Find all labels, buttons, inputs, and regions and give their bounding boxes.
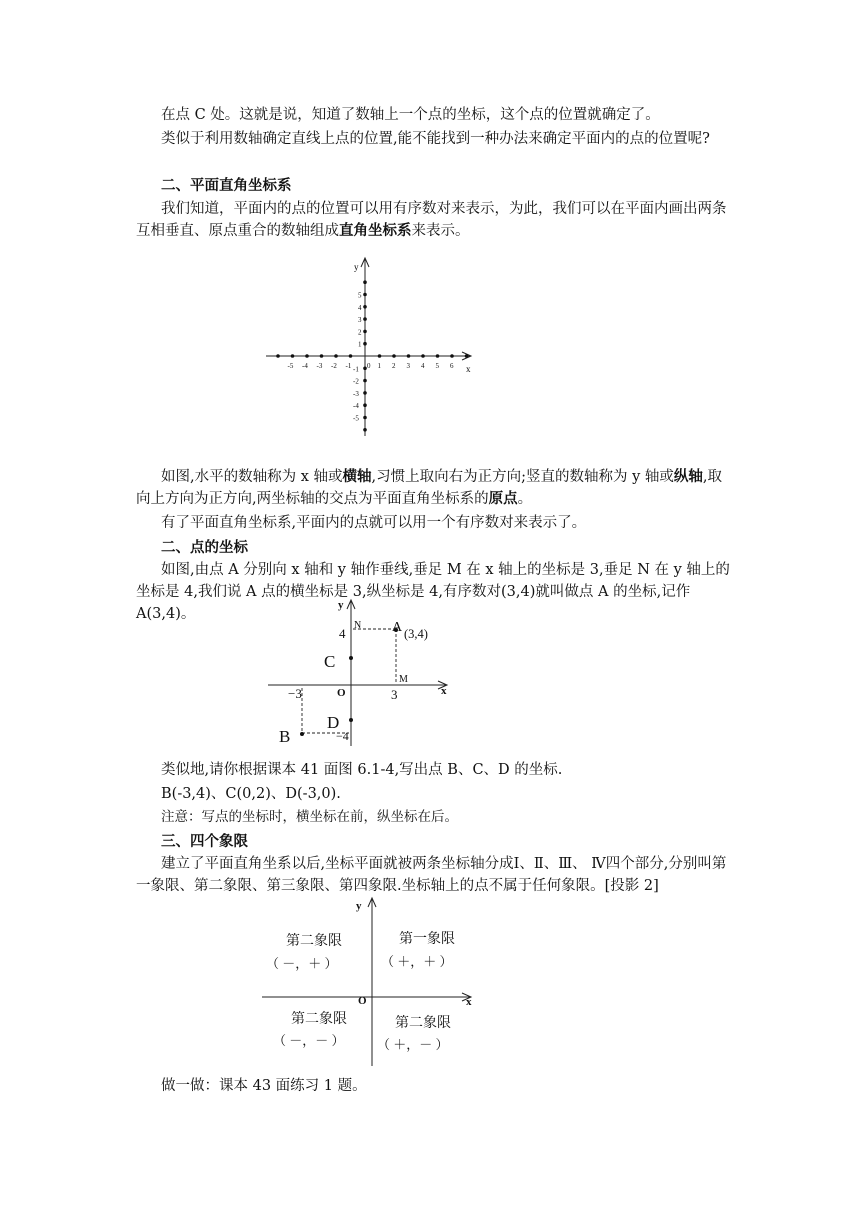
quadrant-top-left-name: 第二象限: [286, 934, 342, 949]
paragraph-question: [136, 128, 736, 150]
paragraph-text: 有了平面直角坐标系,平面内的点就可以用一个有序数对来表示了。: [161, 515, 587, 531]
x-axis-dot: [392, 354, 396, 358]
y-axis-dot: [363, 391, 367, 395]
paragraph-text: B(-3,4)、C(0,2)、D(-3,0).: [161, 786, 341, 802]
paragraph-text: ,习惯上取向右为正方向;竖直的数轴称为 y 轴或: [371, 469, 674, 485]
label-a-coordinates: (3,4): [404, 627, 428, 641]
y-axis-dot: [363, 305, 367, 309]
y-tick-label: -5: [353, 414, 359, 423]
x-axis-dot: [436, 354, 440, 358]
tick-y-neg4: −4: [336, 729, 349, 743]
y-tick-label: 3: [358, 316, 362, 325]
x-axis-dot: [320, 354, 324, 358]
figure-coordinate-axes: [262, 252, 482, 442]
paragraph-text: 类似于利用数轴确定直线上点的位置,能不能找到一种办法来确定平面内的点的位置呢?: [161, 131, 710, 147]
y-axis-dot: [363, 280, 367, 284]
paragraph-text: ,取向上方向为正方向,两坐标轴的交点为平面直角坐标系的: [136, 469, 723, 507]
origin-label: 0: [367, 362, 371, 370]
figure-point-coordinates: [262, 596, 462, 748]
label-d: D: [327, 713, 340, 732]
x-axis-dot: [305, 354, 309, 358]
paragraph-axis-names: [136, 466, 736, 510]
x-tick-label: 6: [450, 362, 454, 370]
x-tick-label: -4: [302, 362, 308, 370]
paragraph-text: 做一做：课本 43 面练习 1 题。: [161, 1078, 367, 1094]
paragraph-quadrants: [136, 853, 736, 897]
x-axis-dot: [378, 354, 382, 358]
x-axis-dot: [334, 354, 338, 358]
paragraph-point-c: [136, 104, 736, 126]
y-axis-label: y: [338, 599, 344, 611]
term-cartesian-system: 直角坐标系: [339, 222, 412, 239]
x-tick-label: -5: [287, 362, 294, 370]
x-axis-label: x: [466, 996, 472, 1008]
y-tick-label: -4: [353, 402, 359, 411]
x-axis-label: x: [441, 685, 447, 697]
x-axis-dot: [421, 354, 425, 358]
paragraph-practice: [136, 1075, 736, 1097]
origin-label: O: [358, 995, 367, 1007]
quadrant-bottom-right-sign: （ ＋，－ ）: [377, 1037, 449, 1052]
quadrant-top-right-sign: （ ＋，＋ ）: [381, 954, 453, 969]
quadrant-bottom-left-name: 第二象限: [291, 1012, 347, 1027]
paragraph-text: 在点 C 处。这就是说，知道了数轴上一个点的坐标，这个点的位置就确定了。: [161, 107, 660, 123]
paragraph-note: [136, 806, 736, 828]
y-axis-label: y: [354, 262, 359, 272]
y-axis-dot: [363, 293, 367, 297]
term-vertical-axis: 纵轴: [673, 468, 703, 485]
heading-point-coordinates: 二、点的坐标: [161, 540, 248, 556]
quadrant-bottom-left-sign: （ －，－ ）: [273, 1033, 345, 1048]
tick-x-3: 3: [391, 687, 398, 702]
x-tick-label: -1: [345, 362, 352, 370]
y-tick-label: 2: [358, 328, 362, 337]
y-axis-dot: [363, 317, 367, 321]
term-origin: 原点: [488, 490, 518, 507]
y-axis-dot: [363, 379, 367, 383]
x-axis-dot: [349, 354, 353, 358]
y-axis-label: y: [356, 900, 362, 912]
y-axis-dot: [363, 416, 367, 420]
paragraph-ordered-pair: [136, 512, 736, 534]
y-axis-dot: [363, 428, 367, 432]
heading-coordinate-system: 二、平面直角坐标系: [161, 178, 292, 194]
quadrant-top-left-sign: （ －，＋ ）: [266, 956, 338, 971]
paragraph-text: 类似地,请你根据课本 41 面图 6.1-4,写出点 B、C、D 的坐标.: [161, 762, 563, 778]
term-horizontal-axis: 横轴: [342, 468, 372, 485]
quadrant-top-right-name: 第一象限: [399, 932, 455, 947]
paragraph-text: 如图,由点 A 分别向 x 轴和 y 轴作垂线,垂足 M 在 x 轴上的坐标是 3,垂足 N 在 y 轴上的坐标是 4,我们说 A 点的横坐标是 3,纵坐标是 4,有序数对(3,4)就叫做点 A 的坐标,记作 A(3,4)。: [136, 562, 730, 622]
paragraph-coordinate-intro: [136, 198, 736, 242]
y-tick-label: 5: [358, 291, 362, 300]
label-m: M: [399, 674, 408, 685]
x-axis-dot: [276, 354, 280, 358]
tick-x-neg3: −3: [288, 686, 302, 701]
paragraph-answer-bcd: [136, 783, 736, 805]
point-c: [349, 656, 353, 660]
heading-four-quadrants: 三、四个象限: [161, 834, 248, 850]
y-axis-dot: [363, 403, 367, 407]
paragraph-text: 建立了平面直角坐系以后,坐标平面就被两条坐标轴分成Ⅰ、Ⅱ、Ⅲ、 Ⅳ四个部分,分别叫第一象限、第二象限、第三象限、第四象限.坐标轴上的点不属于任何象限。[投影 2]: [136, 856, 727, 894]
paragraph-text: 我们知道，平面内的点的位置可以用有序数对来表示，为此，我们可以在平面内画出两条互相垂直、原点重合的数轴组成: [136, 201, 727, 239]
x-axis-dot: [291, 354, 295, 358]
x-axis-label: x: [466, 364, 471, 374]
x-tick-label: -2: [331, 362, 337, 370]
label-c: C: [324, 652, 336, 671]
x-tick-label: 1: [377, 362, 381, 370]
paragraph-text: 来表示。: [411, 223, 470, 239]
y-tick-label: -3: [353, 389, 359, 398]
y-tick-label: -1: [353, 365, 359, 374]
paragraph-text: 如图,水平的数轴称为 x 轴或: [161, 469, 343, 485]
figure-quadrants: [262, 892, 484, 1070]
paragraph-text: 注意：写点的坐标时，横坐标在前，纵坐标在后。: [161, 809, 458, 825]
x-axis-dot: [407, 354, 411, 358]
label-a: A: [392, 620, 403, 635]
x-tick-label: -3: [316, 362, 323, 370]
y-tick-label: -2: [353, 377, 359, 386]
origin-label: O: [337, 687, 346, 699]
paragraph-text: 。: [517, 491, 533, 507]
y-axis-dot: [363, 342, 367, 346]
y-tick-label: 1: [358, 340, 362, 349]
x-tick-label: 5: [435, 362, 439, 370]
x-axis-dot: [450, 354, 454, 358]
x-axis-dot: [465, 354, 469, 358]
x-tick-label: 3: [406, 362, 410, 370]
point-d: [349, 718, 353, 722]
x-tick-label: 2: [392, 362, 396, 370]
paragraph-exercise-bcd: [136, 759, 736, 781]
y-axis-dot: [363, 330, 367, 334]
y-tick-label: 4: [358, 303, 362, 312]
label-b: B: [279, 727, 291, 746]
tick-y-4: 4: [339, 626, 346, 641]
label-n: N: [354, 620, 362, 631]
x-tick-label: 4: [421, 362, 425, 370]
quadrant-bottom-right-name: 第二象限: [395, 1016, 451, 1031]
point-b: [300, 732, 304, 736]
